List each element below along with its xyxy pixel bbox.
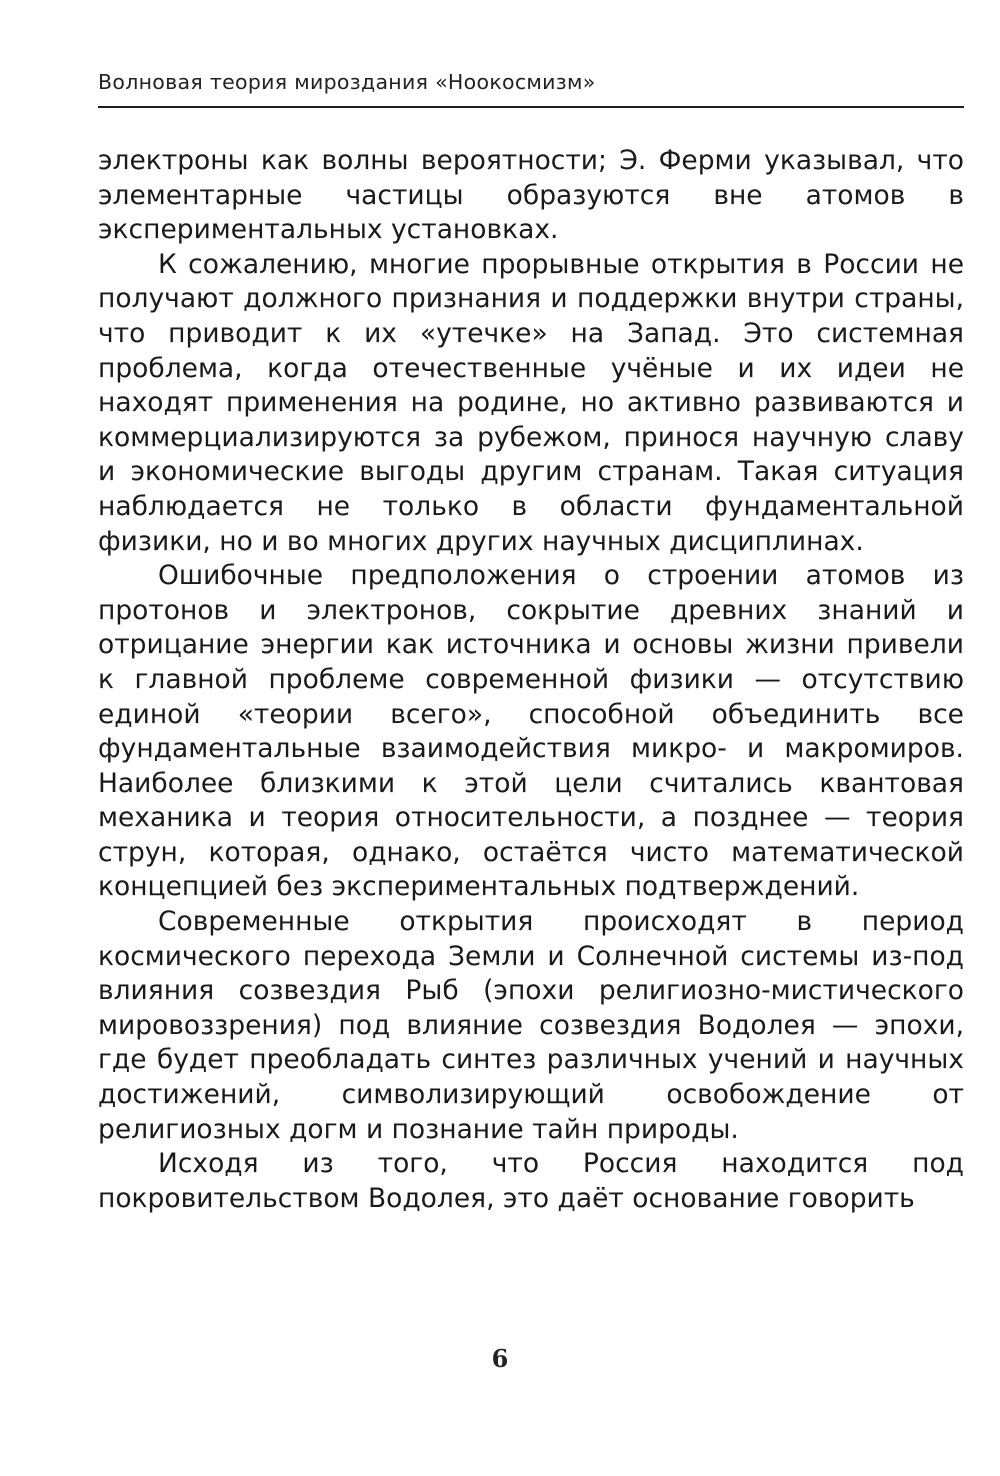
page-header <box>98 58 964 108</box>
page-number: 6 <box>491 1344 509 1373</box>
running-title: Волновая теория мироздания «Ноокосмизм» <box>98 70 596 94</box>
paragraph: К сожалению, многие прорывные открытия в России не получают должного признания и поддержки внутри страны, что приводит к их «утечке» на Запад. Это системная проблема, когда отечественные учёные и их идеи не находят применения на родине, но активно развиваются и коммерциализируются за рубежом, принося научную славу и экономические выгоды другим странам. Такая ситуация наблюдается не только в области фундаментальной физики, но и во многих других научных дисциплинах. <box>98 248 964 557</box>
paragraph-continuation: электроны как волны вероятности; Э. Ферми указывал, что элементарные частицы образуются вне атомов в экспериментальных установках. <box>98 145 964 246</box>
page-body <box>98 144 964 1216</box>
paragraph: Исходя из того, что Россия находится под покровительством Водолея, это даёт основание говорить <box>98 1148 964 1214</box>
paragraph: Современные открытия происходят в период космического перехода Земли и Солнечной системы из-под влияния созвездия Рыб (эпохи религиозно-мистического мировоззрения) под влияние созвездия Водолея — эпохи, где будет преобладать синтез различных учений и научных достижений, символизирующий освобождение от религиозных догм и познание тайн природы. <box>98 906 964 1145</box>
paragraph: Ошибочные предположения о строении атомов из протонов и электронов, сокрытие древних знаний и отрицание энергии как источника и основы жизни привели к главной проблеме современной физики — отсутствию единой «теории всего», способной объединить все фундаментальные взаимодействия микро- и макромиров. Наиболее близкими к этой цели считались квантовая механика и теория относительности, а позднее — теория струн, которая, однако, остаётся чисто математической концепцией без экспериментальных подтверждений. <box>98 560 964 903</box>
